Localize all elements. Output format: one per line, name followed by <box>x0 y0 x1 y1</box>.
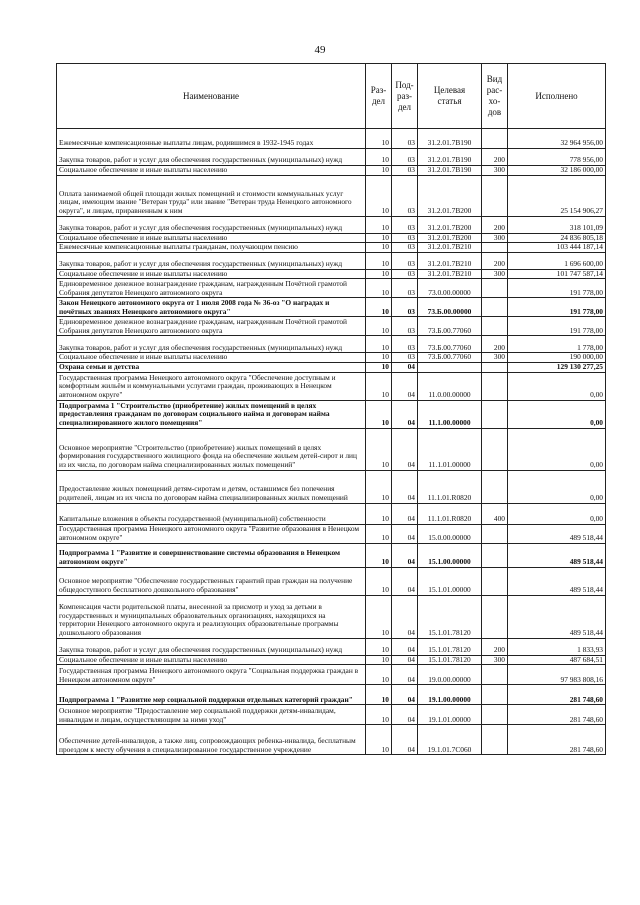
row-executed: 0,00 <box>508 470 606 503</box>
row-target: 31.2.01.7B200 <box>418 216 482 233</box>
row-section: 10 <box>366 685 392 705</box>
row-expense-type <box>482 428 508 470</box>
row-section: 10 <box>366 269 392 279</box>
row-section: 10 <box>366 595 392 638</box>
table-row <box>57 503 606 524</box>
table-row <box>57 400 606 428</box>
row-expense-type <box>482 685 508 705</box>
row-section: 10 <box>366 725 392 755</box>
row-expense-type: 400 <box>482 503 508 524</box>
row-subsection: 03 <box>392 269 418 279</box>
row-executed: 1 833,93 <box>508 638 606 655</box>
row-expense-type <box>482 175 508 216</box>
header-subsection <box>392 64 418 129</box>
row-target: 15.1.01.78120 <box>418 638 482 655</box>
row-expense-type <box>482 129 508 149</box>
row-target: 31.2.01.7B190 <box>418 129 482 149</box>
row-name: Капитальные вложения в объекты государственной (муниципальной) собственности <box>57 503 366 524</box>
row-expense-type: 200 <box>482 149 508 166</box>
row-name: Социальное обеспечение и иные выплаты населению <box>57 655 366 665</box>
row-section: 10 <box>366 503 392 524</box>
header-subsection-text: Под- раз- дел <box>395 79 414 112</box>
row-name: Закупка товаров, работ и услуг для обеспечения государственных (муниципальных) нужд <box>57 638 366 655</box>
row-expense-type <box>482 524 508 543</box>
row-subsection: 03 <box>392 216 418 233</box>
row-executed: 489 518,44 <box>508 595 606 638</box>
row-executed: 487 684,51 <box>508 655 606 665</box>
row-target: 11.1.01.R0820 <box>418 503 482 524</box>
row-name: Закупка товаров, работ и услуг для обеспечения государственных (муниципальных) нужд <box>57 216 366 233</box>
row-subsection: 03 <box>392 252 418 269</box>
row-subsection: 04 <box>392 705 418 725</box>
row-name: Ежемесячные компенсационные выплаты лицам, родившимся в 1932-1945 годах <box>57 129 366 149</box>
header-expense-type-text: Вид рас- хо- дов <box>486 74 503 117</box>
row-target: 19.0.00.00000 <box>418 665 482 685</box>
row-section: 10 <box>366 279 392 298</box>
row-executed: 778 956,00 <box>508 149 606 166</box>
row-section: 10 <box>366 543 392 567</box>
row-name: Обеспечение детей-инвалидов, а также лиц, сопровождающих ребенка-инвалида, бесплатным проездом к месту обучения в специализированное государственное учреждение <box>57 725 366 755</box>
row-executed: 489 518,44 <box>508 524 606 543</box>
row-target: 19.1.01.7C060 <box>418 725 482 755</box>
row-name: Социальное обеспечение и иные выплаты населению <box>57 269 366 279</box>
header-expense-type <box>482 64 508 129</box>
row-section: 10 <box>366 175 392 216</box>
row-subsection: 03 <box>392 279 418 298</box>
row-target: 15.1.00.00000 <box>418 543 482 567</box>
row-target: 31.2.01.7B210 <box>418 243 482 253</box>
row-section: 10 <box>366 655 392 665</box>
row-section: 10 <box>366 298 392 317</box>
row-section: 10 <box>366 353 392 363</box>
row-subsection: 03 <box>392 298 418 317</box>
table-row <box>57 243 606 253</box>
header-name <box>57 64 366 129</box>
row-section: 10 <box>366 567 392 595</box>
row-name: Подпрограмма 1 "Развитие мер социальной поддержки отдельных категорий граждан" <box>57 685 366 705</box>
header-name-text: Наименование <box>182 90 240 101</box>
row-name: Охрана семьи и детства <box>57 362 366 372</box>
row-executed: 191 778,00 <box>508 298 606 317</box>
row-expense-type <box>482 705 508 725</box>
row-executed: 1 696 600,00 <box>508 252 606 269</box>
row-subsection: 04 <box>392 595 418 638</box>
row-expense-type: 300 <box>482 269 508 279</box>
table-row <box>57 298 606 317</box>
row-subsection: 03 <box>392 243 418 253</box>
row-target: 15.1.01.00000 <box>418 567 482 595</box>
row-executed: 97 983 808,16 <box>508 665 606 685</box>
row-executed: 0,00 <box>508 400 606 428</box>
row-executed: 101 747 587,14 <box>508 269 606 279</box>
row-executed: 129 130 277,25 <box>508 362 606 372</box>
row-executed: 281 748,60 <box>508 725 606 755</box>
row-name: Подпрограмма 1 "Строительство (приобретение) жилых помещений в целях предоставления гражданам по договорам социального найма и договорам найма специализированного жилого помещения" <box>57 400 366 428</box>
row-subsection: 03 <box>392 353 418 363</box>
table-row <box>57 685 606 705</box>
row-target: 73.0.00.00000 <box>418 279 482 298</box>
table-row <box>57 665 606 685</box>
row-subsection: 04 <box>392 372 418 400</box>
row-expense-type <box>482 567 508 595</box>
row-name: Государственная программа Ненецкого автономного округа "Обеспечение доступным и комфортным жильём и коммунальными услугами граждан, проживающих в Ненецком автономном округе" <box>57 372 366 400</box>
row-section: 10 <box>366 372 392 400</box>
table-row <box>57 567 606 595</box>
row-executed: 489 518,44 <box>508 567 606 595</box>
table-row <box>57 362 606 372</box>
row-target: 31.2.01.7B200 <box>418 233 482 243</box>
table-row <box>57 175 606 216</box>
table-row <box>57 317 606 336</box>
row-subsection: 03 <box>392 336 418 353</box>
header-target-text: Целевая статья <box>433 85 466 106</box>
row-executed: 281 748,60 <box>508 705 606 725</box>
table-row <box>57 705 606 725</box>
row-section: 10 <box>366 243 392 253</box>
row-subsection: 04 <box>392 400 418 428</box>
row-executed: 32 964 956,00 <box>508 129 606 149</box>
row-section: 10 <box>366 638 392 655</box>
row-section: 10 <box>366 705 392 725</box>
row-executed: 0,00 <box>508 372 606 400</box>
row-section: 10 <box>366 524 392 543</box>
row-target: 73.Б.00.77060 <box>418 353 482 363</box>
row-target <box>418 362 482 372</box>
row-target: 31.2.01.7B210 <box>418 252 482 269</box>
row-subsection: 04 <box>392 428 418 470</box>
row-subsection: 04 <box>392 543 418 567</box>
row-expense-type: 200 <box>482 216 508 233</box>
header-section-text: Раз- дел <box>370 85 387 106</box>
table-row <box>57 372 606 400</box>
row-executed: 191 778,00 <box>508 317 606 336</box>
row-executed: 281 748,60 <box>508 685 606 705</box>
row-expense-type <box>482 725 508 755</box>
table-row <box>57 269 606 279</box>
row-name: Социальное обеспечение и иные выплаты населению <box>57 233 366 243</box>
row-subsection: 04 <box>392 503 418 524</box>
row-name: Государственная программа Ненецкого автономного округа "Развитие образования в Ненецком автономном округе" <box>57 524 366 543</box>
row-target: 11.1.00.00000 <box>418 400 482 428</box>
table-row <box>57 595 606 638</box>
row-name: Закон Ненецкого автономного округа от 1 июля 2008 года № 36-оз "О наградах и почётных званиях Ненецкого автономного округа" <box>57 298 366 317</box>
row-name: Государственная программа Ненецкого автономного округа "Социальная поддержка граждан в Ненецком автономном округе" <box>57 665 366 685</box>
row-expense-type: 300 <box>482 233 508 243</box>
row-name: Единовременное денежное вознаграждение гражданам, награжденным Почётной грамотой Собрания депутатов Ненецкого автономного округа <box>57 317 366 336</box>
row-expense-type: 300 <box>482 655 508 665</box>
row-expense-type <box>482 279 508 298</box>
table-row <box>57 252 606 269</box>
row-subsection: 04 <box>392 638 418 655</box>
row-subsection: 04 <box>392 362 418 372</box>
row-executed: 0,00 <box>508 503 606 524</box>
row-name: Оплата занимаемой общей площади жилых помещений и стоимости коммунальных услуг лицам, имеющим звание "Ветеран труда" или звание "Ветеран труда Ненецкого автономного округа", и лицам, приравненным к ним <box>57 175 366 216</box>
table-row <box>57 336 606 353</box>
row-subsection: 04 <box>392 685 418 705</box>
row-subsection: 04 <box>392 665 418 685</box>
row-name: Основное мероприятие "Обеспечение государственных гарантий прав граждан на получение общедоступного бесплатного дошкольного образования" <box>57 567 366 595</box>
row-subsection: 03 <box>392 166 418 176</box>
row-section: 10 <box>366 400 392 428</box>
row-executed: 25 154 906,27 <box>508 175 606 216</box>
row-subsection: 03 <box>392 175 418 216</box>
row-expense-type: 200 <box>482 252 508 269</box>
table-row <box>57 166 606 176</box>
row-subsection: 04 <box>392 567 418 595</box>
row-section: 10 <box>366 233 392 243</box>
row-subsection: 03 <box>392 149 418 166</box>
header-target <box>418 64 482 129</box>
row-subsection: 04 <box>392 725 418 755</box>
row-section: 10 <box>366 428 392 470</box>
row-target: 19.1.00.00000 <box>418 685 482 705</box>
row-target: 19.1.01.00000 <box>418 705 482 725</box>
row-target: 11.0.00.00000 <box>418 372 482 400</box>
row-name: Социальное обеспечение и иные выплаты населению <box>57 166 366 176</box>
row-target: 73.Б.00.00000 <box>418 298 482 317</box>
row-name: Социальное обеспечение и иные выплаты населению <box>57 353 366 363</box>
table-header-row <box>57 64 606 129</box>
row-expense-type <box>482 372 508 400</box>
row-name: Предоставление жилых помещений детям-сиротам и детям, оставшимся без попечения родителей, лицам из их числа по договорам найма специализированных жилых помещений <box>57 470 366 503</box>
row-name: Ежемесячные компенсационные выплаты гражданам, получающим пенсию <box>57 243 366 253</box>
row-expense-type <box>482 298 508 317</box>
row-target: 11.1.01.R0820 <box>418 470 482 503</box>
row-target: 31.2.01.7B200 <box>418 175 482 216</box>
table-row <box>57 149 606 166</box>
row-target: 31.2.01.7B190 <box>418 149 482 166</box>
table-row <box>57 279 606 298</box>
row-section: 10 <box>366 129 392 149</box>
row-expense-type: 300 <box>482 353 508 363</box>
table-row <box>57 233 606 243</box>
row-subsection: 03 <box>392 317 418 336</box>
table-row <box>57 470 606 503</box>
row-name: Закупка товаров, работ и услуг для обеспечения государственных (муниципальных) нужд <box>57 252 366 269</box>
row-name: Закупка товаров, работ и услуг для обеспечения государственных (муниципальных) нужд <box>57 149 366 166</box>
row-subsection: 03 <box>392 129 418 149</box>
row-target: 15.1.01.78120 <box>418 595 482 638</box>
row-expense-type: 200 <box>482 336 508 353</box>
row-section: 10 <box>366 149 392 166</box>
row-name: Закупка товаров, работ и услуг для обеспечения государственных (муниципальных) нужд <box>57 336 366 353</box>
row-name: Основное мероприятие "Строительство (приобретение) жилых помещений в целях формирования государственного жилищного фонда на обеспечение жильем детей-сирот и лиц из их числа, по договорам найма специализированных жилых помещений" <box>57 428 366 470</box>
row-target: 15.0.00.00000 <box>418 524 482 543</box>
row-expense-type: 200 <box>482 638 508 655</box>
table-row <box>57 638 606 655</box>
row-executed: 32 186 000,00 <box>508 166 606 176</box>
row-executed: 24 836 805,18 <box>508 233 606 243</box>
row-section: 10 <box>366 166 392 176</box>
header-executed <box>508 64 606 129</box>
row-executed: 191 778,00 <box>508 279 606 298</box>
row-expense-type <box>482 243 508 253</box>
row-section: 10 <box>366 470 392 503</box>
row-name: Компенсация части родительской платы, внесенной за присмотр и уход за детьми в государственных и муниципальных образовательных организациях, находящихся на территории Ненецкого автономного округа и реализующих образовательные программы дошкольного образования <box>57 595 366 638</box>
header-executed-text: Исполнено <box>535 90 578 101</box>
row-target: 31.2.01.7B210 <box>418 269 482 279</box>
table-row <box>57 129 606 149</box>
table-row <box>57 353 606 363</box>
row-executed: 0,00 <box>508 428 606 470</box>
row-expense-type <box>482 595 508 638</box>
budget-table <box>56 63 606 755</box>
row-section: 10 <box>366 336 392 353</box>
row-section: 10 <box>366 216 392 233</box>
row-expense-type <box>482 470 508 503</box>
table-row <box>57 655 606 665</box>
row-executed: 1 778,00 <box>508 336 606 353</box>
table-row <box>57 428 606 470</box>
table-row <box>57 216 606 233</box>
row-subsection: 03 <box>392 233 418 243</box>
row-executed: 190 000,00 <box>508 353 606 363</box>
row-subsection: 04 <box>392 524 418 543</box>
row-expense-type: 300 <box>482 166 508 176</box>
row-subsection: 04 <box>392 655 418 665</box>
row-target: 31.2.01.7B190 <box>418 166 482 176</box>
row-target: 15.1.01.78120 <box>418 655 482 665</box>
row-subsection: 04 <box>392 470 418 503</box>
row-expense-type <box>482 362 508 372</box>
row-section: 10 <box>366 317 392 336</box>
row-executed: 103 444 187,14 <box>508 243 606 253</box>
row-name: Подпрограмма 1 "Развитие и совершенствование системы образования в Ненецком автономном округе" <box>57 543 366 567</box>
row-expense-type <box>482 317 508 336</box>
row-name: Единовременное денежное вознаграждение гражданам, награжденным Почётной грамотой Собрания депутатов Ненецкого автономного округа <box>57 279 366 298</box>
row-target: 73.Б.00.77060 <box>418 317 482 336</box>
page-number: 49 <box>314 44 326 56</box>
table-row <box>57 543 606 567</box>
row-name: Основное мероприятие "Предоставление мер социальной поддержки детям-инвалидам, инвалидам и лицам, осуществляющим за ними уход" <box>57 705 366 725</box>
row-expense-type <box>482 665 508 685</box>
table-row <box>57 524 606 543</box>
row-expense-type <box>482 543 508 567</box>
row-section: 10 <box>366 362 392 372</box>
row-executed: 318 101,09 <box>508 216 606 233</box>
row-section: 10 <box>366 252 392 269</box>
header-section <box>366 64 392 129</box>
row-executed: 489 518,44 <box>508 543 606 567</box>
row-expense-type <box>482 400 508 428</box>
row-section: 10 <box>366 665 392 685</box>
row-target: 11.1.01.00000 <box>418 428 482 470</box>
row-target: 73.Б.00.77060 <box>418 336 482 353</box>
table-row <box>57 725 606 755</box>
